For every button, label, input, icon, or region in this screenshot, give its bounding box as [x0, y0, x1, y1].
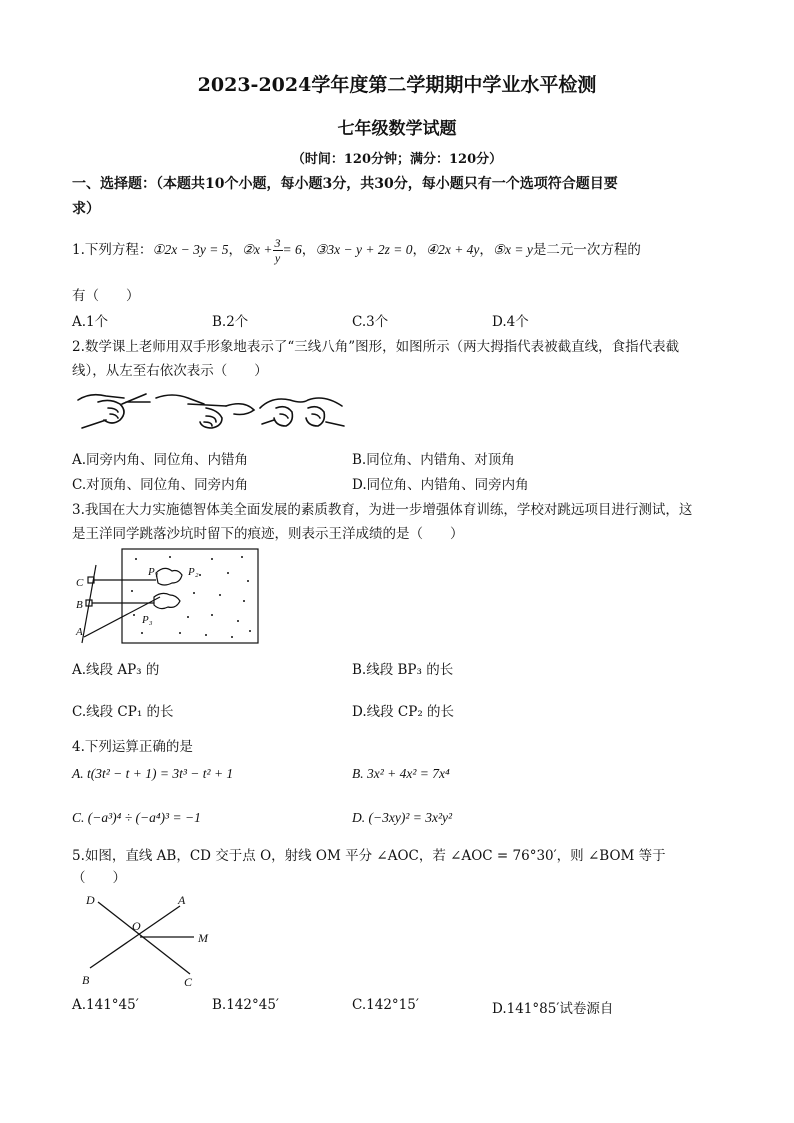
q5-option-c[interactable]: C.142°15′: [352, 997, 419, 1013]
q1-eq1: ①2x − 3y = 5: [152, 242, 229, 257]
sand-dot: [247, 580, 249, 582]
q1-eq2-den: y: [274, 251, 281, 265]
q2-option-d[interactable]: D.同位角、内错角、同旁内角: [352, 477, 529, 493]
q1-suffix: 是二元一次方程的: [532, 242, 641, 258]
q2-option-a[interactable]: A.同旁内角、同位角、内错角: [72, 452, 249, 468]
section1-heading-line1: 一、选择题：（本题共10个小题，每小题3分，共30分，每小题只有一个选项符合题目要: [72, 176, 618, 192]
hand3-thumb-line: [260, 398, 342, 408]
q5-option-b[interactable]: B.142°45′: [212, 997, 279, 1013]
q4-option-c[interactable]: C. (−a³)⁴ ÷ (−a⁴)³ = −1: [72, 810, 201, 825]
hand3-fingers: [262, 414, 344, 426]
label-b: B: [76, 599, 83, 611]
q3-option-c[interactable]: C.线段 CP₁ 的长: [72, 704, 174, 720]
footprint-lower: [154, 593, 180, 608]
exam-title: 2023-2024学年度第二学期期中学业水平检测: [197, 74, 597, 96]
q4-option-b[interactable]: B. 3x² + 4x² = 7x⁴: [352, 766, 450, 781]
line-dc: [98, 902, 190, 974]
q1-eq4: ④2x + 4y: [425, 242, 480, 257]
q3-line2: 是王洋同学跳落沙坑时留下的痕迹，则表示王洋成绩的是（ ）: [72, 526, 464, 542]
q1-eq2-pre: ②x +: [241, 242, 273, 257]
hand2-thumb-line: [156, 395, 204, 404]
q5-line1: 5.如图，直线 AB，CD 交于点 O，射线 OM 平分 ∠AOC，若 ∠AOC = 76°30′，则 ∠BOM 等于: [72, 848, 666, 864]
exam-info: （时间：120分钟；满分：120分）: [291, 152, 503, 167]
sand-dot: [231, 636, 233, 638]
label-c: C: [184, 975, 193, 989]
sand-dot: [141, 632, 143, 634]
hand2-fingers: [204, 416, 216, 426]
q2-line2: 线），从左至右依次表示（ ）: [72, 363, 268, 379]
sand-dot: [219, 594, 221, 596]
q3-option-b[interactable]: B.线段 BP₃ 的长: [352, 662, 454, 678]
sand-dot: [187, 616, 189, 618]
hand3-fist-right: [306, 407, 324, 426]
q5-line2: （ ）: [72, 870, 126, 886]
q2-option-b[interactable]: B.同位角、内错角、对顶角: [352, 452, 515, 468]
q1-prefix: 1.下列方程：: [72, 242, 153, 258]
label-a: A: [178, 893, 186, 907]
q5-lines-figure: [76, 888, 226, 990]
sand-dot: [237, 620, 239, 622]
q1-eq5: ⑤x = y: [492, 242, 533, 257]
sand-dot: [199, 574, 201, 576]
sand-dot: [227, 572, 229, 574]
q1-eq2-post: = 6: [282, 242, 302, 257]
hand2-right: [226, 404, 254, 415]
sand-dot: [211, 558, 213, 560]
hand1-fingers: [82, 408, 118, 428]
q3-sandpit-figure: [72, 545, 262, 647]
sand-dot: [179, 632, 181, 634]
hand1-index: [122, 394, 150, 404]
label-b: B: [82, 973, 90, 987]
q5-option-a[interactable]: A.141°45′: [72, 997, 139, 1013]
sand-dot: [205, 634, 207, 636]
sand-dot: [135, 558, 137, 560]
label-p1: P₁: [148, 566, 159, 578]
q1-eq2-num: 3: [274, 236, 281, 250]
exam-subtitle: 七年级数学试题: [337, 119, 457, 139]
hand1-fist: [98, 400, 124, 423]
label-a: A: [76, 626, 83, 638]
label-p3: P₃: [142, 614, 153, 626]
sand-dot: [211, 614, 213, 616]
q4-option-a[interactable]: A. t(3t² − t + 1) = 3t³ − t² + 1: [72, 766, 234, 781]
q4-stem: 4.下列运算正确的是: [72, 739, 193, 755]
label-m: M: [198, 931, 208, 945]
q4-option-d[interactable]: D. (−3xy)² = 3x²y²: [352, 810, 453, 825]
hand1-thumb-line: [78, 395, 124, 400]
sand-dot: [243, 600, 245, 602]
sand-dot: [241, 556, 243, 558]
label-p2: P₂: [188, 566, 199, 578]
section1-heading-line2: 求）: [72, 201, 100, 217]
footprint-upper: [156, 568, 182, 585]
q1-option-c[interactable]: C.3个: [352, 314, 389, 330]
q1-option-b[interactable]: B.2个: [212, 314, 249, 330]
sand-dot: [133, 614, 135, 616]
label-o: O: [132, 919, 141, 933]
q1-eq2-fraction: [273, 236, 283, 265]
q1-option-d[interactable]: D.4个: [492, 314, 529, 330]
sand-dot: [169, 556, 171, 558]
label-d: D: [86, 893, 95, 907]
q1-stem: 1.下列方程：①2x − 3y = 5，②x + $\frac{3}{y}$ = 6，③3x − y + 2z = 0，④2x + 4y，⑤x = y是二元一次方程的: [72, 236, 641, 265]
sand-dot: [249, 630, 251, 632]
sandpit-rect: [122, 549, 258, 643]
q3-option-d[interactable]: D.线段 CP₂ 的长: [352, 704, 455, 720]
q5-option-d[interactable]: D.141°85′试卷源自: [492, 1001, 614, 1017]
q3-line1: 3.我国在大力实施德智体美全面发展的素质教育，为进一步增强体育训练，学校对跳远项目进行测试，这: [72, 502, 693, 518]
q2-option-c[interactable]: C.对顶角、同位角、同旁内角: [72, 477, 249, 493]
hand3-fist-left: [274, 407, 292, 426]
q1-line2: 有（ ）: [72, 288, 140, 304]
q1-eq3: ③3x − y + 2z = 0: [315, 242, 413, 257]
q3-option-a[interactable]: A.线段 AP₃ 的: [72, 662, 160, 678]
sand-dot: [193, 592, 195, 594]
q2-hands-figure: [76, 388, 346, 436]
sand-dot: [131, 590, 133, 592]
label-c: C: [76, 577, 84, 589]
q1-option-a[interactable]: A.1个: [72, 314, 109, 330]
q2-line1: 2.数学课上老师用双手形象地表示了“三线八角”图形，如图所示（两大拇指代表被截直线，食指代表截: [72, 339, 680, 355]
